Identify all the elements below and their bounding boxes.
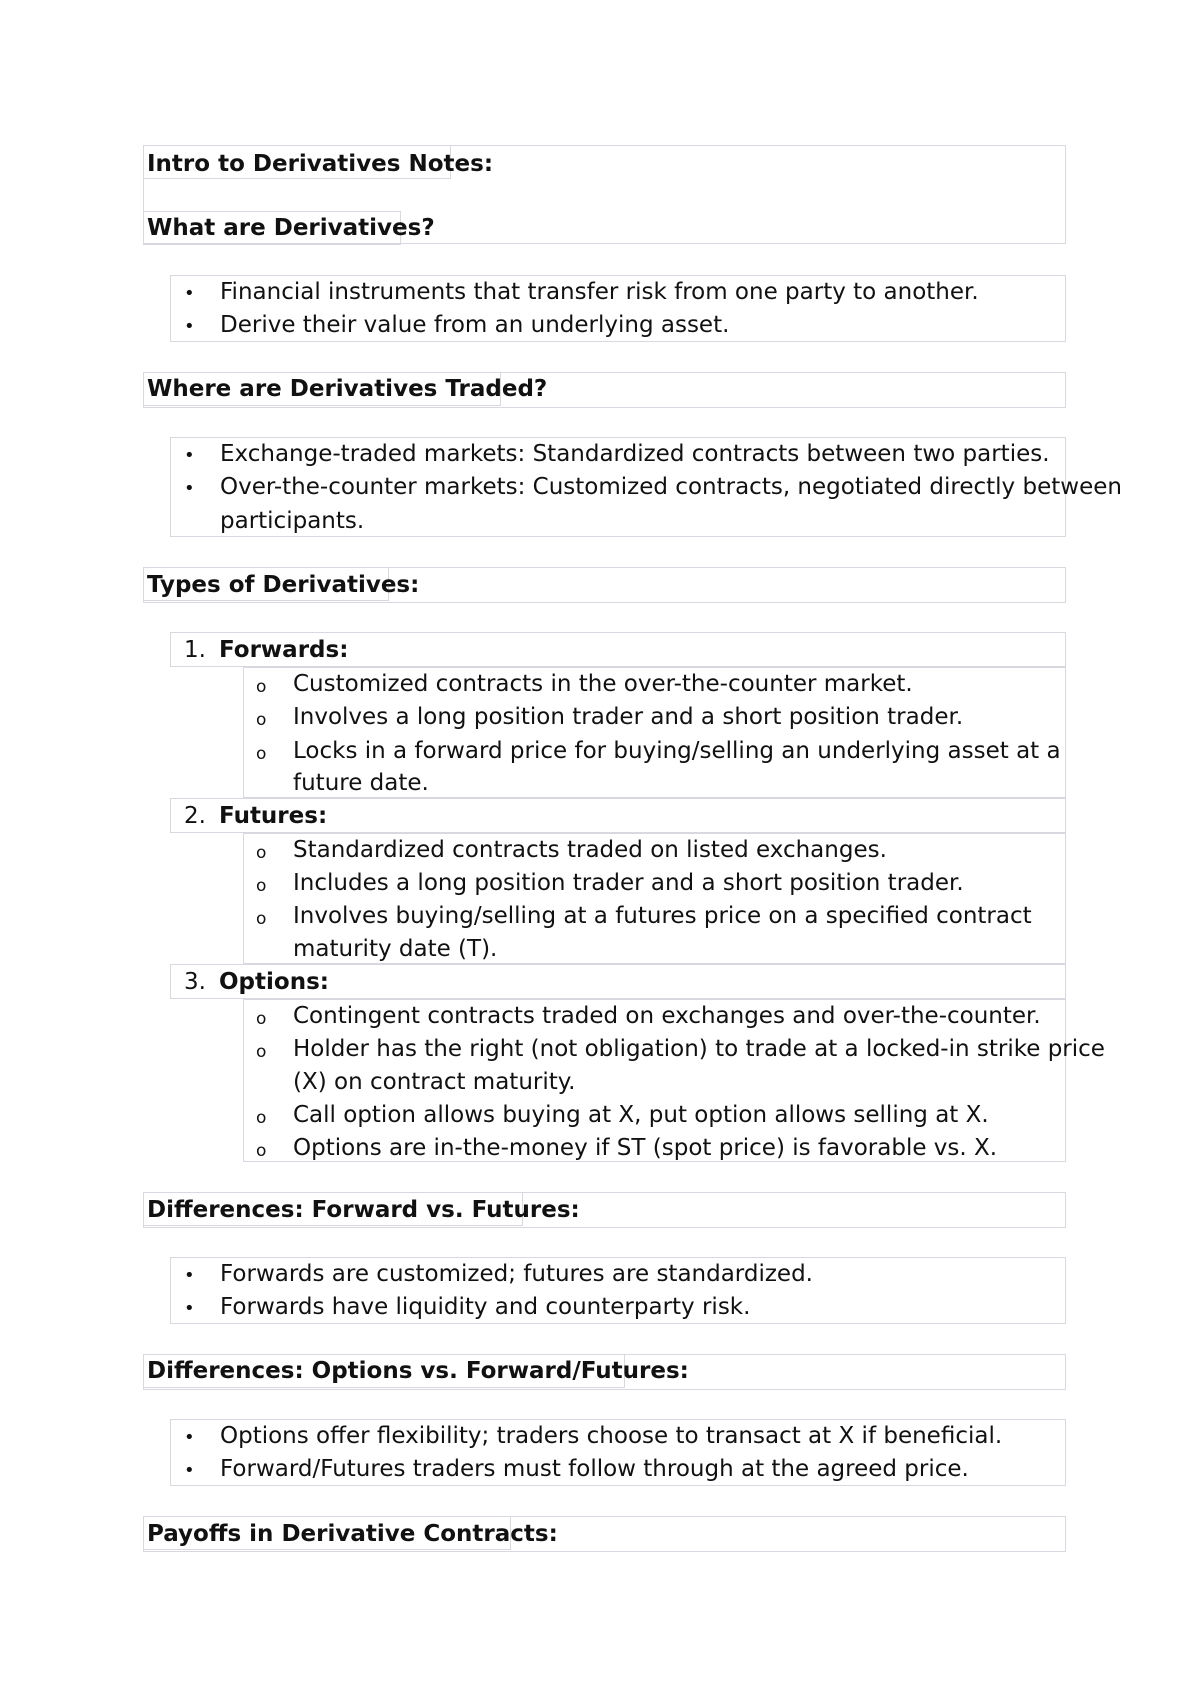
sub-bullet: o	[256, 1108, 267, 1128]
sub-item-continued: (X) on contract maturity.	[293, 1069, 576, 1095]
heading-what-are: What are Derivatives?	[147, 215, 435, 241]
sub-item: Locks in a forward price for buying/selling an underlying asset at a	[293, 738, 1061, 764]
list-item: Forward/Futures traders must follow through at the agreed price.	[220, 1456, 969, 1482]
options-label: Options:	[219, 969, 329, 995]
sub-item-continued: maturity date (T).	[293, 936, 498, 962]
list-number: 3.	[184, 969, 206, 995]
sub-item: Involves buying/selling at a futures price on a specified contract	[293, 903, 1032, 929]
sub-bullet: o	[256, 710, 267, 730]
sub-item: Customized contracts in the over-the-counter market.	[293, 671, 913, 697]
sub-bullet: o	[256, 744, 267, 764]
heading-types: Types of Derivatives:	[147, 572, 420, 598]
sub-bullet: o	[256, 1042, 267, 1062]
sub-bullet: o	[256, 909, 267, 929]
sub-bullet: o	[256, 1141, 267, 1161]
bullet: •	[184, 316, 195, 337]
bullet: •	[184, 283, 195, 304]
heading-where-traded: Where are Derivatives Traded?	[147, 376, 548, 402]
list-number: 1.	[184, 637, 206, 663]
list-item: Options offer flexibility; traders choose to transact at X if beneficial.	[220, 1423, 1003, 1449]
bullet: •	[184, 1427, 195, 1448]
heading-payoffs: Payoffs in Derivative Contracts:	[147, 1521, 558, 1547]
sub-bullet: o	[256, 876, 267, 896]
sub-item: Contingent contracts traded on exchanges and over-the-counter.	[293, 1003, 1041, 1029]
list-item: Exchange-traded markets: Standardized contracts between two parties.	[220, 441, 1050, 467]
list-item: Over-the-counter markets: Customized contracts, negotiated directly between	[220, 474, 1122, 500]
list-item-continued: participants.	[220, 508, 365, 534]
sub-item-continued: future date.	[293, 770, 429, 796]
list-item: Forwards have liquidity and counterparty risk.	[220, 1294, 751, 1320]
sub-item: Call option allows buying at X, put option allows selling at X.	[293, 1102, 989, 1128]
list-item: Financial instruments that transfer risk from one party to another.	[220, 279, 979, 305]
sub-bullet: o	[256, 677, 267, 697]
heading-opt-vs-ff: Differences: Options vs. Forward/Futures:	[147, 1358, 689, 1384]
forwards-label: Forwards:	[219, 637, 349, 663]
futures-label: Futures:	[219, 803, 328, 829]
bullet: •	[184, 445, 195, 466]
sub-bullet: o	[256, 1009, 267, 1029]
sub-item: Options are in-the-money if ST (spot price) is favorable vs. X.	[293, 1135, 998, 1161]
list-number: 2.	[184, 803, 206, 829]
sub-item: Holder has the right (not obligation) to trade at a locked-in strike price	[293, 1036, 1105, 1062]
heading-fwd-vs-fut: Differences: Forward vs. Futures:	[147, 1197, 580, 1223]
document-title: Intro to Derivatives Notes:	[147, 151, 494, 177]
sub-bullet: o	[256, 843, 267, 863]
sub-item: Involves a long position trader and a short position trader.	[293, 704, 964, 730]
sub-item: Standardized contracts traded on listed exchanges.	[293, 837, 887, 863]
bullet: •	[184, 1460, 195, 1481]
list-item: Forwards are customized; futures are standardized.	[220, 1261, 813, 1287]
bullet: •	[184, 478, 195, 499]
list-item: Derive their value from an underlying asset.	[220, 312, 730, 338]
bullet: •	[184, 1298, 195, 1319]
sub-item: Includes a long position trader and a short position trader.	[293, 870, 964, 896]
bullet: •	[184, 1265, 195, 1286]
